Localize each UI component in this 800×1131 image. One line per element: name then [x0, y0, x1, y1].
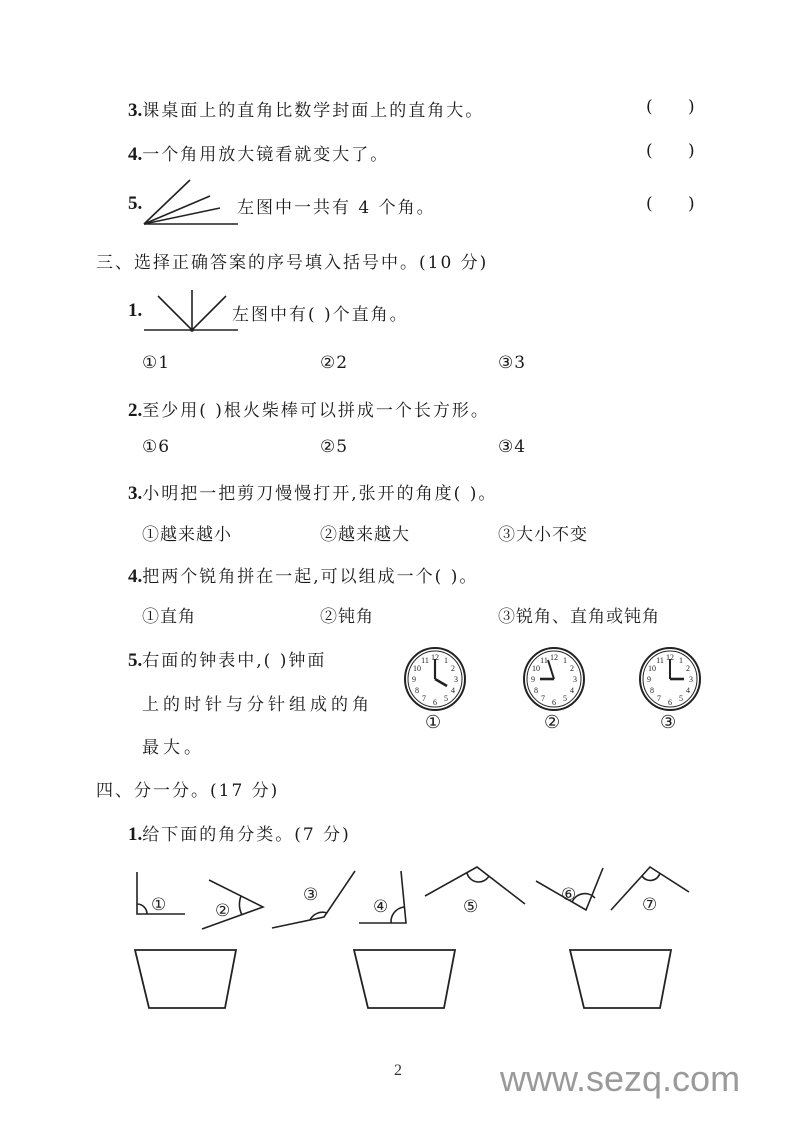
- three-rays-on-line-figure: [140, 288, 240, 334]
- question-text: 小明把一把剪刀慢慢打开,张开的角度( )。: [142, 484, 498, 504]
- choice-q2: 2.至少用( )根火柴棒可以拼成一个长方形。: [128, 400, 490, 421]
- svg-text:7: 7: [657, 694, 661, 703]
- svg-text:12: 12: [431, 653, 439, 662]
- svg-text:4: 4: [451, 686, 455, 695]
- svg-text:11: 11: [656, 656, 664, 665]
- angle-label-5: ⑤: [463, 897, 479, 917]
- svg-text:7: 7: [541, 694, 545, 703]
- question-text: 左图中有( )个直角。: [232, 305, 409, 325]
- svg-text:8: 8: [415, 686, 419, 695]
- clock-label-1: ①: [425, 712, 442, 733]
- four-rays-figure: [140, 178, 250, 228]
- svg-text:5: 5: [444, 694, 448, 703]
- basket-2[interactable]: [352, 948, 458, 1010]
- svg-text:5: 5: [679, 694, 683, 703]
- svg-text:8: 8: [534, 686, 538, 695]
- angle-label-7: ⑦: [642, 895, 658, 915]
- svg-text:1: 1: [444, 656, 448, 665]
- clock-icon-3[interactable]: [638, 646, 702, 712]
- svg-text:2: 2: [686, 664, 690, 673]
- svg-text:6: 6: [433, 698, 437, 707]
- clock-label-2: ②: [544, 712, 561, 733]
- option-3[interactable]: ③锐角、直角或钝角: [498, 607, 660, 627]
- judge-item-3: [128, 96, 484, 122]
- clock-icon-2[interactable]: [522, 646, 586, 712]
- svg-text:9: 9: [647, 675, 651, 684]
- angle-label-3: ③: [303, 885, 319, 905]
- answer-blank[interactable]: ( ): [646, 194, 695, 214]
- item-text: 课桌面上的直角比数学封面上的直角大。: [142, 101, 485, 121]
- section-4-title: 四、分一分。(17 分): [96, 781, 280, 801]
- basket-1[interactable]: [133, 948, 239, 1010]
- svg-text:10: 10: [648, 664, 656, 673]
- option-2[interactable]: ②5: [320, 437, 349, 457]
- question-text: 右面的钟表中,( )钟面: [142, 651, 327, 671]
- option-2[interactable]: ②钝角: [320, 607, 374, 627]
- angle-label-1: ①: [151, 895, 167, 915]
- svg-text:6: 6: [552, 698, 556, 707]
- svg-text:1: 1: [563, 656, 567, 665]
- question-text-line3: 最大。: [142, 738, 205, 758]
- option-1[interactable]: ①1: [142, 353, 171, 373]
- item-text: 左图中一共有 4 个角。: [237, 198, 436, 218]
- svg-text:11: 11: [540, 656, 548, 665]
- svg-text:3: 3: [689, 675, 693, 684]
- option-3[interactable]: ③大小不变: [498, 525, 588, 545]
- option-3[interactable]: ③3: [498, 353, 527, 373]
- svg-text:10: 10: [532, 664, 540, 673]
- svg-text:4: 4: [570, 686, 574, 695]
- page-number: 2: [394, 1062, 402, 1079]
- svg-text:7: 7: [422, 694, 426, 703]
- judge-item-4: [128, 140, 389, 166]
- item-number: 4.: [128, 144, 143, 165]
- clock-label-3: ③: [660, 712, 677, 733]
- svg-text:8: 8: [650, 686, 654, 695]
- question-text-line2: 上的时针与分针组成的角: [142, 695, 373, 715]
- svg-text:11: 11: [421, 656, 429, 665]
- section-3-title: 三、选择正确答案的序号填入括号中。(10 分): [96, 253, 489, 273]
- svg-text:5: 5: [563, 694, 567, 703]
- answer-blank[interactable]: ( ): [646, 97, 695, 117]
- question-text: 给下面的角分类。(7 分): [142, 825, 351, 845]
- svg-text:6: 6: [668, 698, 672, 707]
- svg-text:2: 2: [451, 664, 455, 673]
- question-text: 至少用( )根火柴棒可以拼成一个长方形。: [142, 401, 490, 421]
- option-1[interactable]: ①直角: [142, 607, 196, 627]
- basket-3[interactable]: [568, 948, 674, 1010]
- option-1[interactable]: ①越来越小: [142, 525, 232, 545]
- svg-text:12: 12: [666, 653, 674, 662]
- svg-text:1: 1: [679, 656, 683, 665]
- sub-question-1: 1.给下面的角分类。(7 分): [128, 824, 351, 845]
- answer-blank[interactable]: ( ): [646, 141, 695, 161]
- angles-figure: [125, 860, 715, 935]
- option-1[interactable]: ①6: [142, 437, 171, 457]
- svg-text:10: 10: [413, 664, 421, 673]
- svg-text:9: 9: [531, 675, 535, 684]
- angle-label-4: ④: [373, 897, 389, 917]
- svg-text:12: 12: [550, 653, 558, 662]
- choice-q5-line1: 5.右面的钟表中,( )钟面: [128, 650, 327, 671]
- svg-text:4: 4: [686, 686, 690, 695]
- question-text: 把两个锐角拼在一起,可以组成一个( )。: [142, 567, 479, 587]
- angle-label-2: ②: [215, 901, 231, 921]
- option-2[interactable]: ②越来越大: [320, 525, 410, 545]
- item-number: 3.: [128, 100, 143, 121]
- choice-q4: 4.把两个锐角拼在一起,可以组成一个( )。: [128, 566, 479, 587]
- svg-text:2: 2: [570, 664, 574, 673]
- item-text: 一个角用放大镜看就变大了。: [142, 145, 390, 165]
- svg-text:9: 9: [412, 675, 416, 684]
- clock-icon-1[interactable]: [403, 646, 467, 712]
- choice-q1-number: 1.: [128, 300, 143, 321]
- angle-label-6: ⑥: [561, 885, 577, 905]
- svg-text:3: 3: [573, 675, 577, 684]
- option-3[interactable]: ③4: [498, 437, 527, 457]
- svg-text:3: 3: [454, 675, 458, 684]
- watermark: www.sezq.com: [500, 1058, 741, 1099]
- option-2[interactable]: ②2: [320, 353, 349, 373]
- choice-q3: 3.小明把一把剪刀慢慢打开,张开的角度( )。: [128, 483, 498, 504]
- judge-item-5-number: 5.: [128, 193, 143, 214]
